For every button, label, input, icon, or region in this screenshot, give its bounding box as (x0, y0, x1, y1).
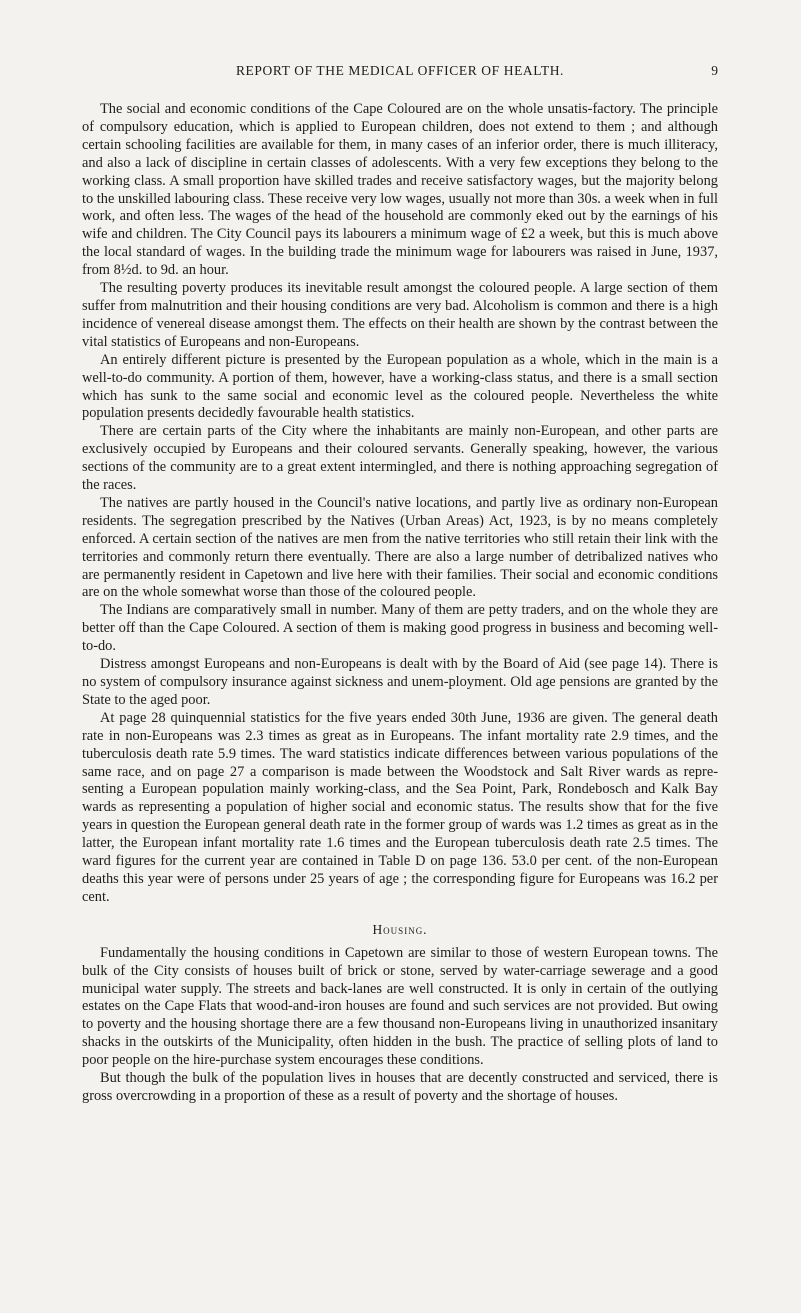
paragraph: But though the bulk of the population lives in houses that are decently constructed and serviced, there is gross overcrowding in a proportion of these as a result of poverty and the shortage of houses. (82, 1070, 718, 1104)
paragraph: The Indians are comparatively small in number. Many of them are petty traders, and on the whole they are better off than the Cape Coloured. A section of them is making good progress in business and becoming well-to-do. (82, 602, 718, 655)
paragraph: Distress amongst Europeans and non-Europeans is dealt with by the Board of Aid (see page 14). There is no system of compulsory insurance against sickness and unem-ployment. Old age pensions are granted by the State to the aged poor. (82, 656, 718, 708)
page-header (82, 63, 718, 85)
paragraph: The social and economic conditions of the Cape Coloured are on the whole unsatis-factory. The principle of compulsory education, which is applied to European children, does not extend to them ; and although certain schooling facilities are available for them, in many cases of an inferior order, there is much illiteracy, and also a lack of discipline in certain classes of adolescents. With a very few exceptions they belong to the working class. A small proportion have skilled trades and receive satisfactory wages, but the majority belong to the unskilled labouring class. These receive very low wages, usually not more than 30s. a week when in full work, and often less. The wages of the head of the household are commonly eked out by the earnings of his wife and children. The City Council pays its labourers a minimum wage of £2 a week, but this is much above the local standard of wages. In the building trade the minimum wage for labourers was raised in June, 1937, from 8½d. to 9d. an hour. (82, 101, 718, 279)
section-heading-housing: Housing. (372, 921, 428, 937)
paragraph: The natives are partly housed in the Council's native locations, and partly live as ordinary non-European residents. The segregation prescribed by the Natives (Urban Areas) Act, 1923, is by no means completely enforced. A certain section of the natives are men from the native territories who still retain their link with the territories and commonly return there eventually. There are also a large number of detribalized natives who are permanently resident in Capetown and live here with their families. Their social and economic conditions are on the whole somewhat worse than those of the coloured people. (82, 494, 718, 601)
paragraph: There are certain parts of the City where the inhabitants are mainly non-European, and other parts are exclusively occupied by Europeans and their coloured servants. Generally speaking, however, the various sections of the community are to a great extent intermingled, and there is nothing approaching segregation of the races. (82, 423, 718, 494)
body-text (82, 101, 718, 1106)
paragraph: Fundamentally the housing conditions in Capetown are similar to those of western European towns. The bulk of the City consists of houses built of brick or stone, served by water-carriage sewerage and a good municipal water supply. The streets and back-lanes are well constructed. It is only in certain of the outlying estates on the Cape Flats that wood-and-iron houses are found and such services are not provided. But owing to poverty and the housing shortage there are a few thousand non-Europeans living in unauthorized insanitary shacks in the outskirts of the Municipality, often hidden in the bush. The practice of selling plots of land to poor people on the hire-purchase system encourages these conditions. (82, 944, 718, 1069)
page-number: 9 (711, 63, 718, 78)
paragraph: An entirely different picture is presented by the European population as a whole, which in the main is a well-to-do community. A portion of them, however, have a working-class status, and there is a small section which has sunk to the same social and economic level as the coloured people. Nevertheless the white population presents decidedly favourable health statistics. (82, 351, 718, 422)
paragraph: The resulting poverty produces its inevitable result amongst the coloured people. A large section of them suffer from malnutrition and their housing conditions are very bad. Alcoholism is common and there is a high incidence of venereal disease amongst them. The effects on their health are shown by the contrast between the vital statistics of Europeans and non-Europeans. (82, 280, 718, 350)
running-title: REPORT OF THE MEDICAL OFFICER OF HEALTH. (235, 63, 565, 78)
paragraph: At page 28 quinquennial statistics for the five years ended 30th June, 1936 are given. The general death rate in non-Europeans was 2.3 times as great as in Europeans. The infant mortality rate 2.9 times, and the tuberculosis death rate 5.9 times. The ward statistics indicate differences between various populations of the same race, and on page 27 a comparison is made between the Woodstock and Salt River wards as repre-senting a European population mainly working-class, and the Sea Point, Park, Rondebosch and Kalk Bay wards as representing a population of higher social and economic status. The results show that for the five years in question the European general death rate in the former group of wards was 1.2 times as great as in the latter, the European infant mortality rate 1.6 times and the European tuberculosis death rate 2.5 times. The ward figures for the current year are contained in Table D on page 136. 53.0 per cent. of the non-European deaths this year were of persons under 25 years of age ; the corresponding figure for Europeans was 16.2 per cent. (82, 709, 718, 905)
